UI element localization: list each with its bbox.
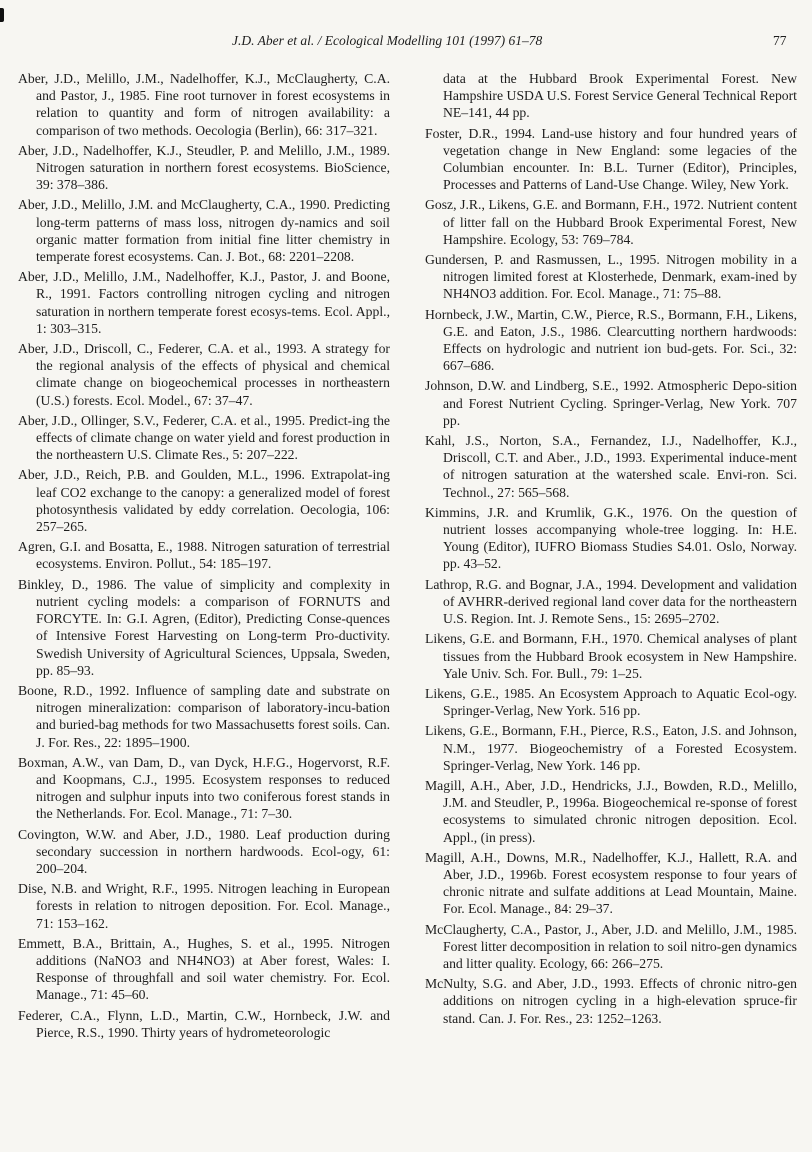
reference-entry: Kimmins, J.R. and Krumlik, G.K., 1976. On the question of nutrient losses accompanying whole-tree logging. In: H.E. Young (Editor), IUFRO Biomass Studies S4.01. Oslo, Norway. pp. 43–52. bbox=[425, 504, 797, 572]
reference-entry: Dise, N.B. and Wright, R.F., 1995. Nitrogen leaching in European forests in relation to nitrogen deposition. For. Ecol. Manage., 71: 153–162. bbox=[18, 881, 390, 931]
reference-entry: Hornbeck, J.W., Martin, C.W., Pierce, R.S., Bormann, F.H., Likens, G.E. and Eaton, J.S., 1986. Clearcutting northern hardwoods: Effects on hydrologic and nutrient ion bud-gets. For. Sci., 32: 667–686. bbox=[425, 306, 797, 374]
page-number: 77 bbox=[773, 33, 787, 48]
reference-entry: Gundersen, P. and Rasmussen, L., 1995. Nitrogen mobility in a nitrogen limited forest at Klosterhede, Denmark, exam-ined by NH4NO3 addition. For. Ecol. Manage., 71: 75–88. bbox=[425, 252, 797, 302]
reference-continuation: data at the Hubbard Brook Experimental Forest. New Hampshire USDA U.S. Forest Service General Technical Report NE–141, 44 pp. bbox=[443, 71, 797, 121]
reference-entry: McClaugherty, C.A., Pastor, J., Aber, J.D. and Melillo, J.M., 1985. Forest litter decomposition in relation to soil nitro-gen dynamics and litter quality. Ecology, 66: 266–275. bbox=[425, 921, 797, 971]
reference-entry: Johnson, D.W. and Lindberg, S.E., 1992. Atmospheric Depo-sition and Forest Nutrient Cycling. Springer-Verlag, New York. 707 pp. bbox=[425, 378, 797, 428]
page-header bbox=[0, 33, 812, 53]
reference-entry: Boxman, A.W., van Dam, D., van Dyck, H.F.G., Hogervorst, R.F. and Koopmans, C.J., 1995. Ecosystem responses to reduced nitrogen and sulphur inputs into two coniferous forest stands in the Netherlands. For. Ecol. Manage., 71: 7–30. bbox=[18, 754, 390, 822]
reference-entry: Binkley, D., 1986. The value of simplicity and complexity in nutrient cycling models: a comparison of FORNUTS and FORCYTE. In: G.I. Agren, (Editor), Predicting Conse-quences of Intensive Forest Harvesting on Long-term Pro-ductivity. Swedish University of Agricultural Sciences, Uppsala, Sweden, pp. 85–93. bbox=[18, 576, 390, 678]
scan-edge-mark bbox=[0, 8, 4, 22]
reference-entry: McNulty, S.G. and Aber, J.D., 1993. Effects of chronic nitro-gen additions on nitrogen cycling in a high-elevation spruce-fir stand. Can. J. For. Res., 23: 1252–1263. bbox=[425, 976, 797, 1026]
reference-entry: Aber, J.D., Ollinger, S.V., Federer, C.A. et al., 1995. Predict-ing the effects of climate change on water yield and forest production in the northeastern U.S. Climate Res., 5: 207–222. bbox=[18, 412, 390, 463]
reference-entry: Foster, D.R., 1994. Land-use history and four hundred years of vegetation change in New England: some legacies of the Columbian encounter. In: B.L. Turner (Editor), Principles, Processes and Patterns of Land-Use Change. Wiley, New York. bbox=[425, 125, 797, 193]
reference-entry: Aber, J.D., Melillo, J.M. and McClaugherty, C.A., 1990. Predicting long-term patterns of mass loss, nitrogen dy-namics and soil organic matter formation from initial fine litter chemistry in temperate forest ecosystems. Can. J. Bot., 68: 2201–2208. bbox=[18, 197, 390, 265]
reference-entry: Aber, J.D., Melillo, J.M., Nadelhoffer, K.J., Pastor, J. and Boone, R., 1991. Factors controlling nitrogen cycling and nitrogen saturation in northern temperate forest ecosys-tems. Ecol. Appl., 1: 303–315. bbox=[18, 269, 390, 336]
reference-entry: Likens, G.E., 1985. An Ecosystem Approach to Aquatic Ecol-ogy. Springer-Verlag, New York. 516 pp. bbox=[425, 685, 797, 719]
reference-entry: Covington, W.W. and Aber, J.D., 1980. Leaf production during secondary succession in northern hardwoods. Ecol-ogy, 61: 200–204. bbox=[18, 826, 390, 876]
reference-entry: Kahl, J.S., Norton, S.A., Fernandez, I.J., Nadelhoffer, K.J., Driscoll, C.T. and Aber., J.D., 1993. Experimental induce-ment of nitrogen saturation at the watershed scale. Envi-ron. Sci. Technol., 27: 565–568. bbox=[425, 433, 797, 500]
reference-entry: Aber, J.D., Melillo, J.M., Nadelhoffer, K.J., McClaugherty, C.A. and Pastor, J., 1985. Fine root turnover in forest ecosystems in relation to quantity and form of nitrogen availability: a comparison of two methods. Oecologia (Berlin), 66: 317–321. bbox=[18, 71, 390, 138]
reference-entry: Magill, A.H., Aber, J.D., Hendricks, J.J., Bowden, R.D., Melillo, J.M. and Steudler, P., 1996a. Biogeochemical re-sponse of forest ecosystems to simulated chronic nitrogen deposition. Ecol. Appl., (in press). bbox=[425, 777, 797, 845]
reference-entry: Aber, J.D., Nadelhoffer, K.J., Steudler, P. and Melillo, J.M., 1989. Nitrogen saturation in northern forest ecosystems. BioScience, 39: 378–386. bbox=[18, 142, 390, 193]
reference-entry: Agren, G.I. and Bosatta, E., 1988. Nitrogen saturation of terrestrial ecosystems. Environ. Pollut., 54: 185–197. bbox=[18, 539, 390, 572]
references-right-column bbox=[425, 70, 797, 1030]
reference-entry: Likens, G.E., Bormann, F.H., Pierce, R.S., Eaton, J.S. and Johnson, N.M., 1977. Biogeochemistry of a Forested Ecosystem. Springer-Verlag, New York. 146 pp. bbox=[425, 723, 797, 773]
reference-entry: Likens, G.E. and Bormann, F.H., 1970. Chemical analyses of plant tissues from the Hubbard Brook ecosystem in New Hampshire. Yale Univ. Sch. For. Bull., 79: 1–25. bbox=[425, 631, 797, 681]
reference-entry: Boone, R.D., 1992. Influence of sampling date and substrate on nitrogen mineralization: comparison of laboratory-incu-bation and buried-bag methods for two Massachusetts forest soils. Can. J. For. Res., 22: 1895–1900. bbox=[18, 682, 390, 750]
references-left-column bbox=[18, 70, 390, 1044]
running-title: J.D. Aber et al. / Ecological Modelling 101 (1997) 61–78 bbox=[232, 33, 543, 48]
reference-entry: Aber, J.D., Driscoll, C., Federer, C.A. et al., 1993. A strategy for the regional analysis of the effects of physical and chemical climate change on biogeochemical processes in northeastern (U.S.) forests. Ecol. Model., 67: 37–47. bbox=[18, 341, 390, 408]
reference-entry: Emmett, B.A., Brittain, A., Hughes, S. et al., 1995. Nitrogen additions (NaNO3 and NH4NO3) at Aber forest, Wales: I. Response of throughfall and soil water chemistry. For. Ecol. Manage., 71: 45–60. bbox=[18, 935, 390, 1003]
reference-entry: Federer, C.A., Flynn, L.D., Martin, C.W., Hornbeck, J.W. and Pierce, R.S., 1990. Thirty years of hydrometeorologic bbox=[18, 1007, 390, 1040]
reference-entry: Aber, J.D., Reich, P.B. and Goulden, M.L., 1996. Extrapolat-ing leaf CO2 exchange to the canopy: a generalized model of forest photosynthesis validated by eddy correlation. Oecologia, 106: 257–265. bbox=[18, 467, 390, 535]
reference-entry: Lathrop, R.G. and Bognar, J.A., 1994. Development and validation of AVHRR-derived regional land cover data for the northeastern U.S. Region. Int. J. Remote Sens., 15: 2695–2702. bbox=[425, 576, 797, 627]
reference-entry: Gosz, J.R., Likens, G.E. and Bormann, F.H., 1972. Nutrient content of litter fall on the Hubbard Brook Experimental Forest, New Hampshire. Ecology, 53: 769–784. bbox=[425, 197, 797, 247]
reference-entry: Magill, A.H., Downs, M.R., Nadelhoffer, K.J., Hallett, R.A. and Aber, J.D., 1996b. Forest ecosystem response to four years of chronic nitrate and sulfate additions at Lead Mountain, Maine. For. Ecol. Manage., 84: 29–37. bbox=[425, 849, 797, 917]
